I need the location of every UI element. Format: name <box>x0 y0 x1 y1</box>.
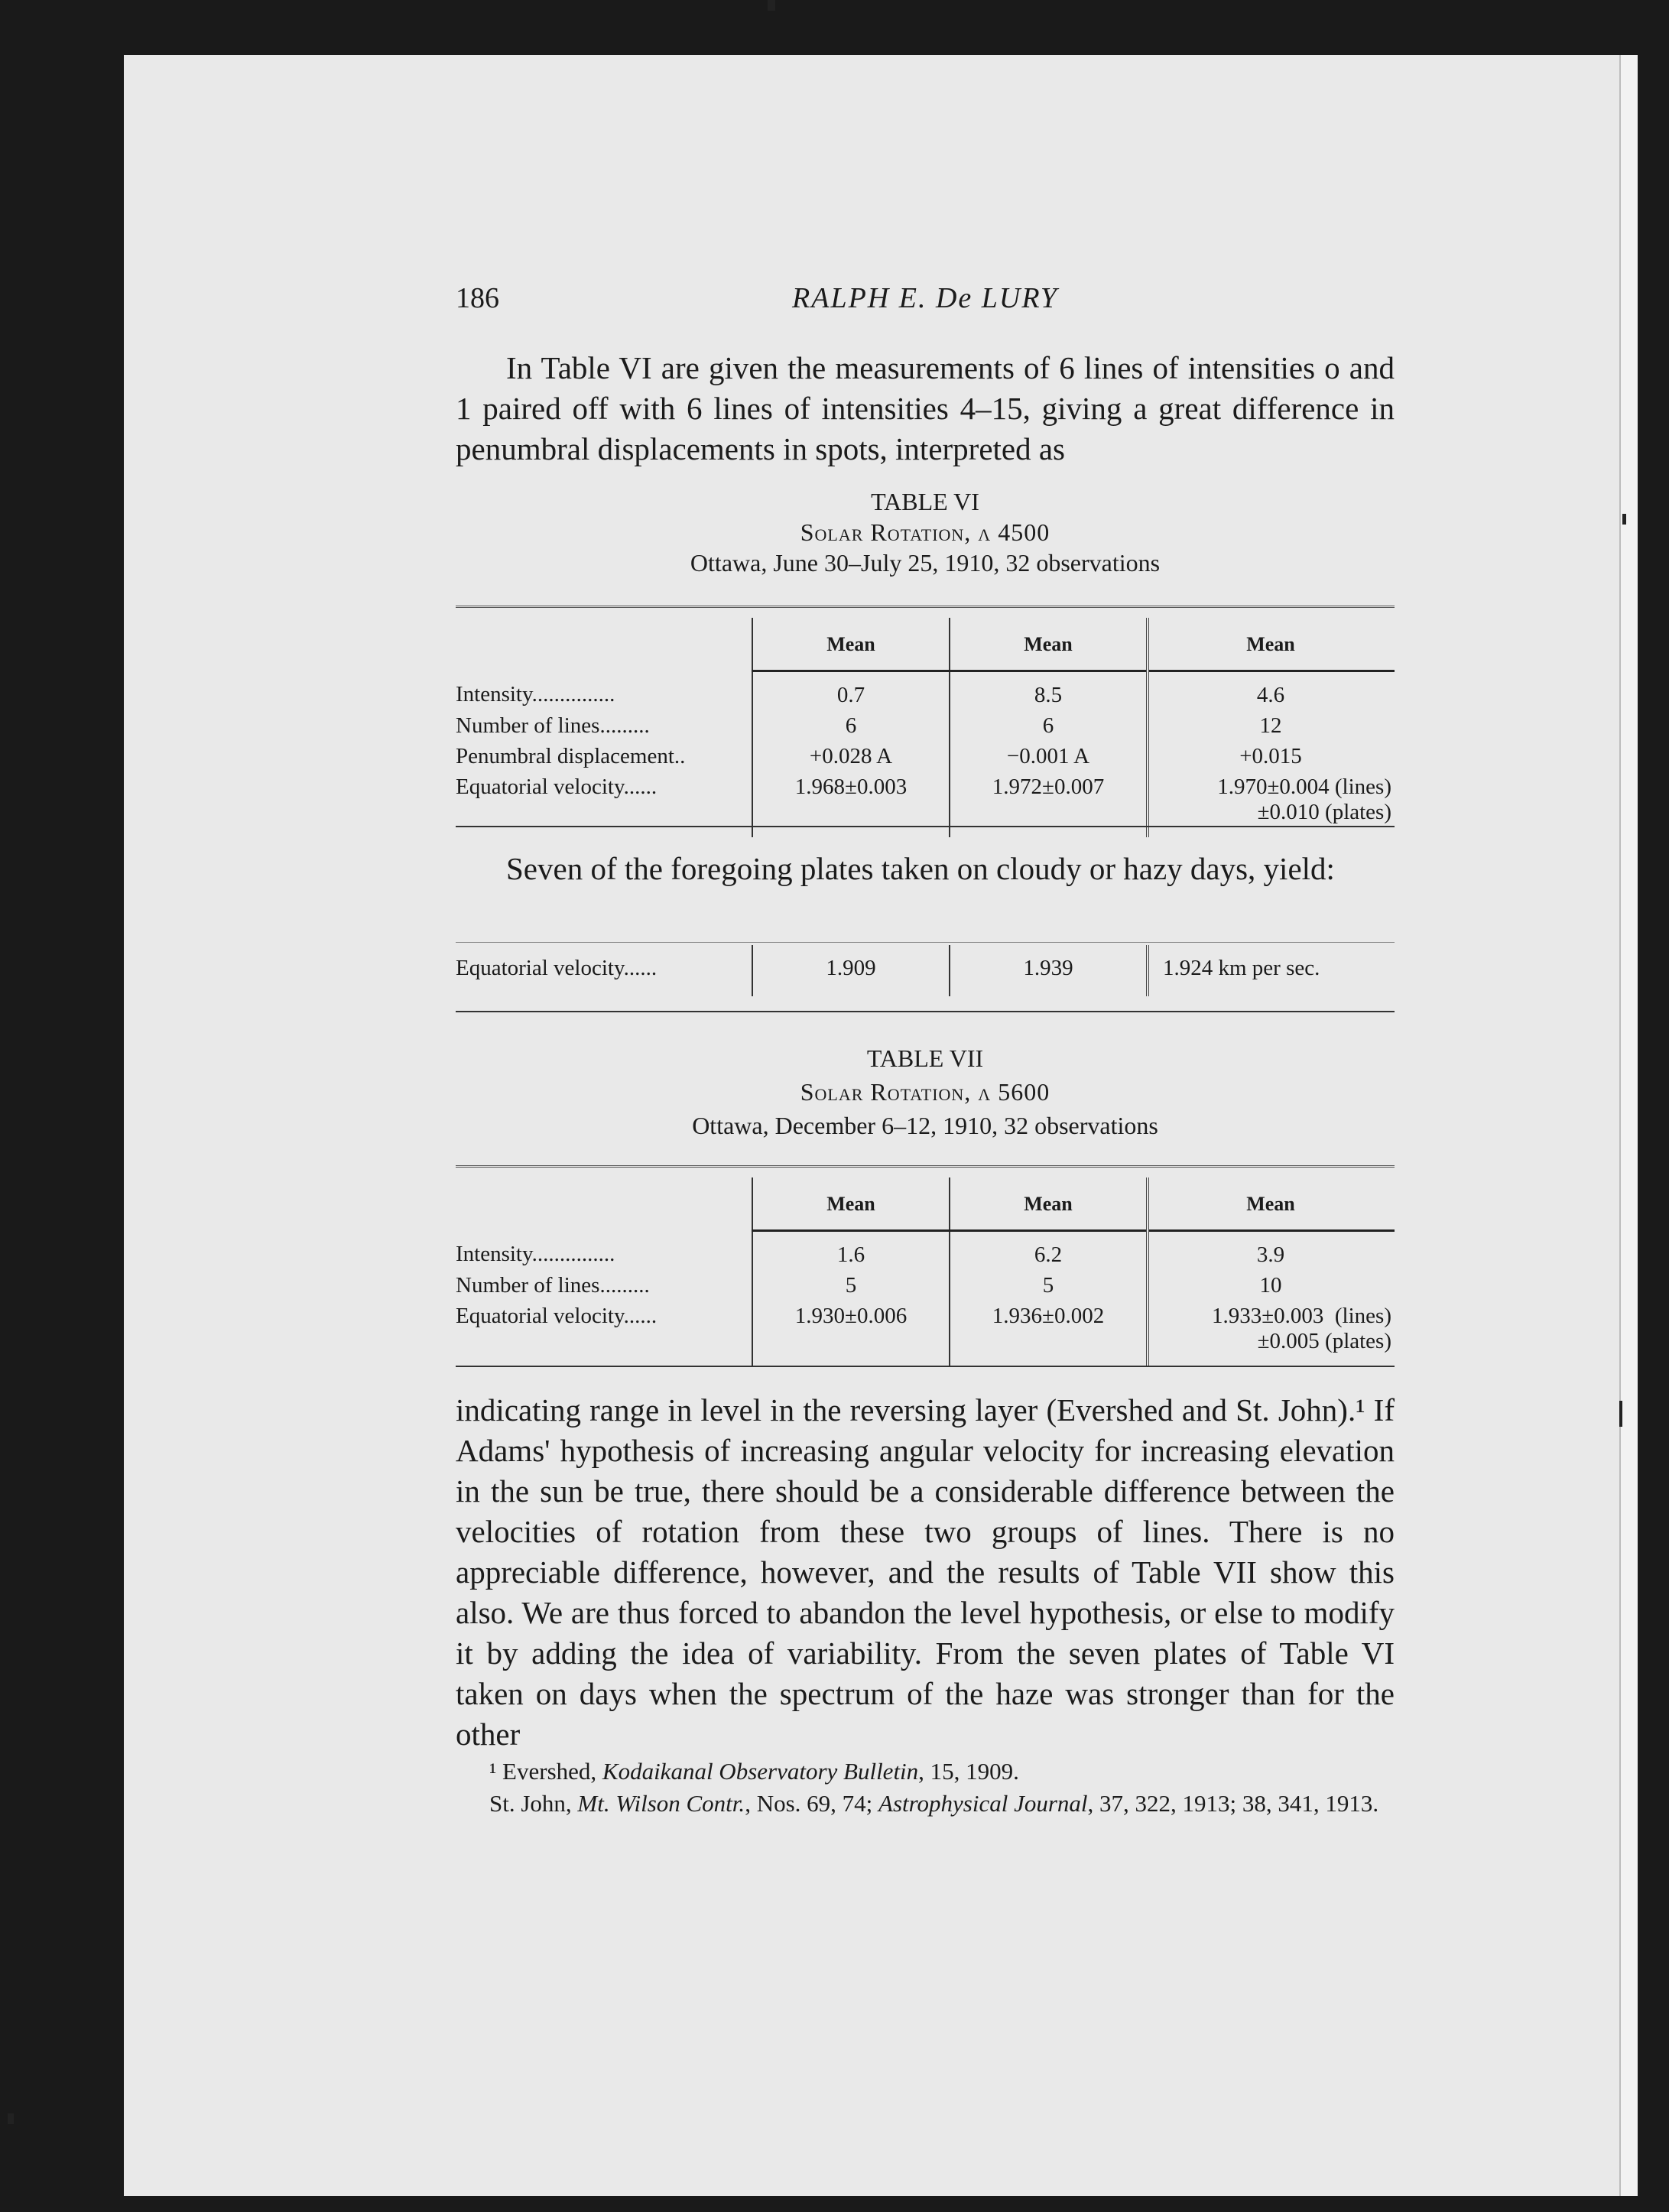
row-label: Equatorial velocity...... <box>456 956 658 980</box>
table7-col-header: Mean <box>752 1177 950 1231</box>
row-label: Equatorial velocity...... <box>456 1304 658 1328</box>
table-row <box>456 739 1395 770</box>
footnote-citation: , Nos. 69, 74; <box>745 1790 879 1817</box>
hazy-table-bottom-rule <box>456 1011 1395 1012</box>
cell: 12 <box>1148 709 1395 739</box>
table7 <box>456 1177 1395 1366</box>
cell: 1.6 <box>752 1231 950 1269</box>
scan-speck <box>1619 1401 1622 1427</box>
table6-title: TABLE VI <box>871 488 979 515</box>
cell: 6 <box>950 709 1148 739</box>
footnote-citation: , 37, 322, 1913; 38, 341, 1913. <box>1087 1790 1379 1817</box>
table7-details: Ottawa, December 6–12, 1910, 32 observations <box>692 1112 1158 1139</box>
cell: 0.7 <box>752 671 950 710</box>
cell: 1.924 km per sec. <box>1148 945 1395 996</box>
cell: 6 <box>752 709 950 739</box>
hazy-table-top-rule <box>456 942 1395 943</box>
row-label: Penumbral displacement.. <box>456 744 686 768</box>
cell: 4.6 <box>1148 671 1395 710</box>
page-number: 186 <box>456 282 499 314</box>
table6-col-header: Mean <box>1148 618 1395 671</box>
table-row <box>456 1299 1395 1366</box>
table-row <box>456 709 1395 739</box>
row-label: Intensity............... <box>456 1241 615 1266</box>
table6-subtitle: Solar Rotation, λ 4500 <box>800 518 1050 546</box>
table-row <box>456 945 1395 996</box>
footnote-source: Astrophysical Journal <box>878 1790 1088 1817</box>
table7-bottom-rule <box>456 1366 1395 1367</box>
scan-speck <box>768 0 775 11</box>
cell: +0.028 A <box>752 739 950 770</box>
cell-line: 1.970±0.004 (lines) <box>1217 775 1391 799</box>
table7-label-header <box>456 1177 752 1231</box>
cell: 1.972±0.007 <box>950 770 1148 837</box>
cell: 1.939 <box>950 945 1148 996</box>
scan-speck <box>8 2113 14 2124</box>
table-row <box>456 671 1395 710</box>
footnote-author: St. John, <box>489 1790 578 1817</box>
footnote-source: Mt. Wilson Contr. <box>577 1790 745 1817</box>
table-row <box>456 1268 1395 1299</box>
row-label: Number of lines......... <box>456 1273 650 1298</box>
hazy-table <box>456 945 1395 996</box>
cell: 5 <box>752 1268 950 1299</box>
table6 <box>456 618 1395 837</box>
cell: −0.001 A <box>950 739 1148 770</box>
running-head: RALPH E. De LURY <box>792 282 1058 314</box>
row-label: Intensity............... <box>456 681 615 706</box>
table6-col-header: Mean <box>950 618 1148 671</box>
cell: 10 <box>1148 1268 1395 1299</box>
row-label: Equatorial velocity...... <box>456 775 658 799</box>
table7-top-rule <box>456 1165 1395 1168</box>
table6-label-header <box>456 618 752 671</box>
footnote-mark: ¹ <box>489 1758 497 1785</box>
row-label: Number of lines......... <box>456 713 650 738</box>
cell: 8.5 <box>950 671 1148 710</box>
table7-caption <box>456 1043 1395 1141</box>
cell: 1.968±0.003 <box>752 770 950 837</box>
table6-top-rule <box>456 606 1395 608</box>
cell: +0.015 <box>1148 739 1395 770</box>
table6-details: Ottawa, June 30–July 25, 1910, 32 observations <box>690 549 1161 577</box>
table7-subtitle: Solar Rotation, λ 5600 <box>800 1078 1050 1106</box>
table7-col-header: Mean <box>950 1177 1148 1231</box>
cell: 1.930±0.006 <box>752 1299 950 1366</box>
footnote-1 <box>456 1757 1395 1786</box>
cell: 1.909 <box>752 945 950 996</box>
body-paragraph: indicating range in level in the reversing layer (Evershed and St. John).¹ If Adams' hypothesis of increasing angular velocity for increasing elevation in the sun be true, there should be a considerable difference between the velocities of rotation from these two groups of lines. There is no appreciable difference, however, and the results of Table VII show this also. We are thus forced to abandon the level hypothesis, or else to modify it by adding the idea of variability. From the seven plates of Table VI taken on days when the spectrum of the haze was stronger than for the other <box>456 1392 1395 1752</box>
intro-paragraph: In Table VI are given the measurements of 6 lines of intensities o and 1 paired off with 6 lines of intensities 4–15, giving a great difference in penumbral displacements in spots, interpreted as <box>456 350 1395 466</box>
scan-speck <box>1622 514 1626 525</box>
table7-col-header: Mean <box>1148 1177 1395 1231</box>
cell: 6.2 <box>950 1231 1148 1269</box>
footnote-source: Kodaikanal Observatory Bulletin <box>602 1758 919 1785</box>
page-edge <box>1619 55 1638 2196</box>
seven-plates-paragraph: Seven of the foregoing plates taken on cloudy or hazy days, yield: <box>506 851 1335 886</box>
cell-line: ±0.005 (plates) <box>1257 1329 1391 1353</box>
table6-caption <box>456 486 1395 578</box>
footnote-citation: , 15, 1909. <box>918 1758 1019 1785</box>
page-header <box>456 275 1395 329</box>
cell-line: ±0.010 (plates) <box>1257 800 1391 824</box>
table-row <box>456 1231 1395 1269</box>
cell <box>1148 1299 1395 1366</box>
cell: 1.936±0.002 <box>950 1299 1148 1366</box>
table6-col-header: Mean <box>752 618 950 671</box>
footnote-2 <box>456 1789 1395 1818</box>
cell-line: 1.933±0.003 (lines) <box>1211 1304 1391 1328</box>
cell: 5 <box>950 1268 1148 1299</box>
footnote-author: Evershed, <box>502 1758 602 1785</box>
cell: 3.9 <box>1148 1231 1395 1269</box>
table7-title: TABLE VII <box>866 1044 984 1072</box>
table6-bottom-rule <box>456 826 1395 827</box>
